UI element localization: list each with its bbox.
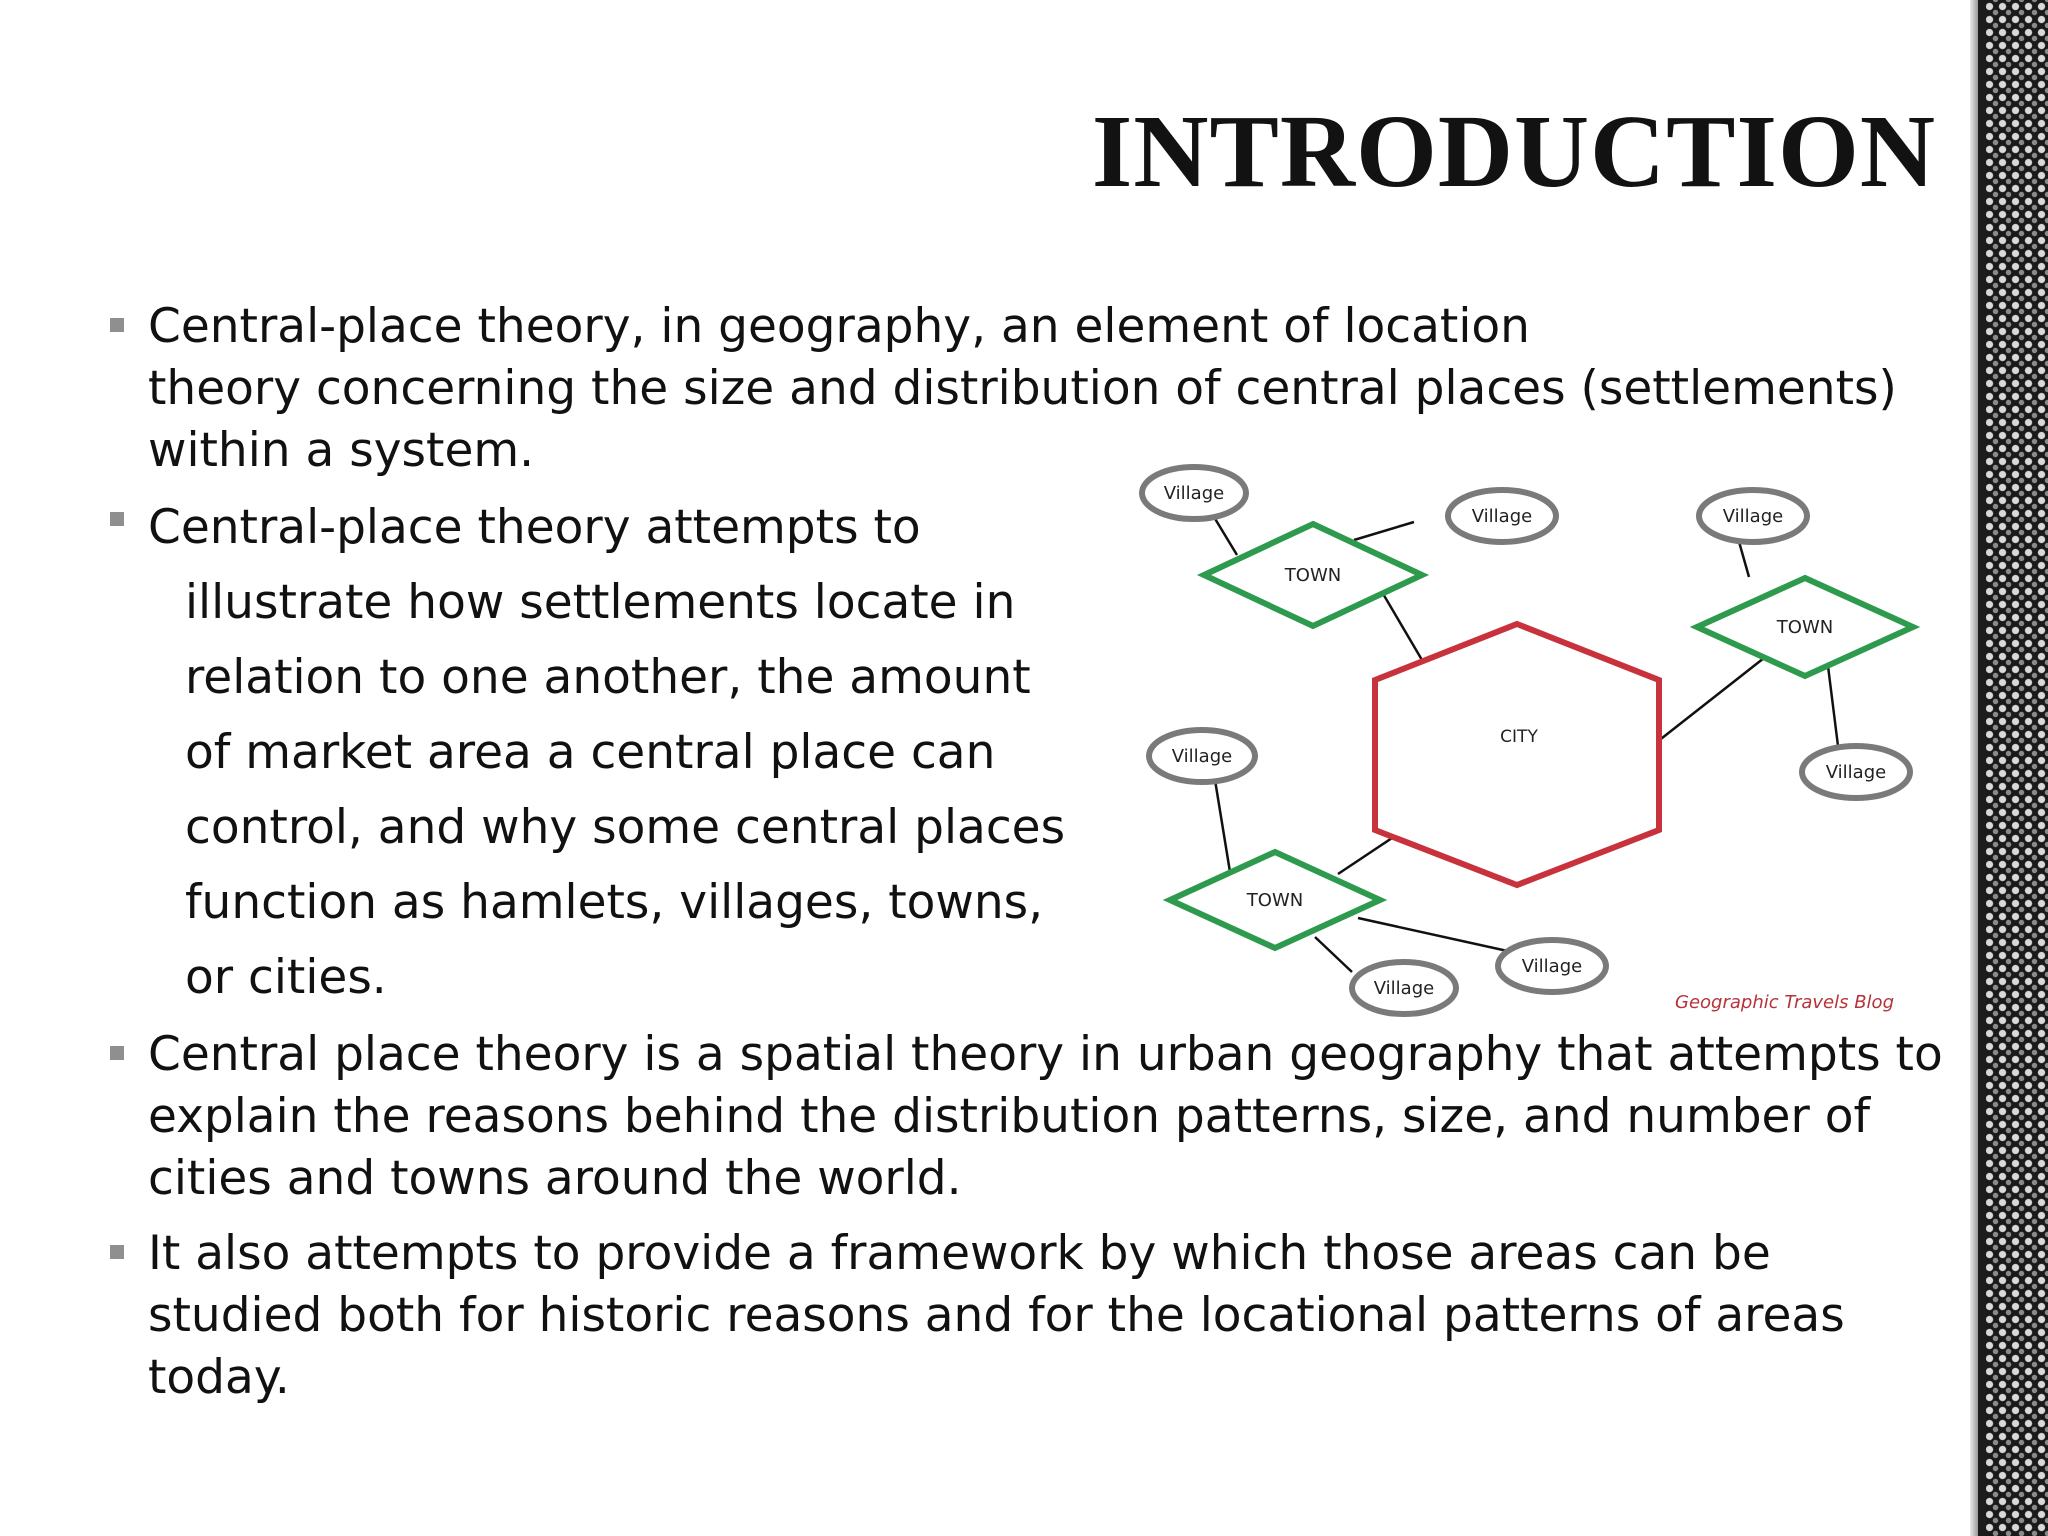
- village-label: Village: [1722, 506, 1784, 527]
- village-label: Village: [1471, 506, 1533, 527]
- slide-title: INTRODUCTION: [1091, 94, 1936, 209]
- bullet-3-line-1: Central place theory is a spatial theory in urban geography that attempts to: [148, 1027, 1943, 1082]
- bullet-marker: [110, 1245, 124, 1259]
- city-hexagon: [1375, 624, 1659, 885]
- bullet-3-line-3: cities and towns around the world.: [148, 1151, 962, 1206]
- diagram-credit: Geographic Travels Blog: [1675, 992, 1894, 1013]
- connector-line: [1215, 780, 1230, 872]
- connector-line: [1382, 592, 1422, 660]
- village-label: Village: [1163, 483, 1225, 504]
- bullet-2-line-4: of market area a central place can: [185, 725, 996, 780]
- bullet-4-line-2: studied both for historic reasons and for the locational patterns of areas: [148, 1288, 1845, 1343]
- bullet-2-line-5: control, and why some central places: [185, 800, 1066, 855]
- bullet-3: [112, 1024, 1943, 1210]
- connector-line: [1828, 666, 1838, 746]
- connector-line: [1214, 517, 1237, 555]
- bullet-4: [112, 1223, 1845, 1409]
- village-label: Village: [1825, 762, 1887, 783]
- connector-line: [1315, 937, 1352, 972]
- connector-line: [1354, 522, 1414, 540]
- town-label: TOWN: [1284, 565, 1342, 586]
- bullet-1-line-3: within a system.: [148, 423, 535, 478]
- bullet-3-line-2: explain the reasons behind the distribution patterns, size, and number of: [148, 1089, 1871, 1144]
- village-label: Village: [1171, 746, 1233, 767]
- bullet-2-line-6: function as hamlets, villages, towns,: [185, 875, 1044, 930]
- bullet-2-line-3: relation to one another, the amount: [185, 650, 1031, 705]
- city-label: CITY: [1500, 727, 1538, 747]
- bullet-2: [112, 490, 1065, 1015]
- central-place-diagram: [1132, 462, 1922, 1022]
- bullet-marker: [110, 512, 124, 526]
- town-label: TOWN: [1246, 890, 1304, 911]
- village-label: Village: [1521, 956, 1583, 977]
- bullet-1-line-1: Central-place theory, in geography, an element of location: [148, 299, 1530, 354]
- bullet-marker: [110, 1046, 124, 1060]
- bullet-marker: [110, 318, 124, 332]
- connector-line: [1657, 658, 1764, 742]
- decorative-edge-strip: [1970, 0, 2048, 1536]
- village-label: Village: [1373, 978, 1435, 999]
- bullet-4-line-1: It also attempts to provide a framework by which those areas can be: [148, 1226, 1771, 1281]
- town-label: TOWN: [1776, 617, 1834, 638]
- bullet-2-line-7: or cities.: [185, 950, 387, 1005]
- connector-line: [1358, 918, 1512, 952]
- bullet-1-line-2: theory concerning the size and distribution of central places (settlements): [148, 361, 1897, 416]
- bullet-2-line-1: Central-place theory attempts to: [148, 500, 921, 555]
- bullet-1: [112, 296, 1897, 482]
- bullet-2-line-2: illustrate how settlements locate in: [185, 575, 1016, 630]
- bullet-4-line-3: today.: [148, 1350, 290, 1405]
